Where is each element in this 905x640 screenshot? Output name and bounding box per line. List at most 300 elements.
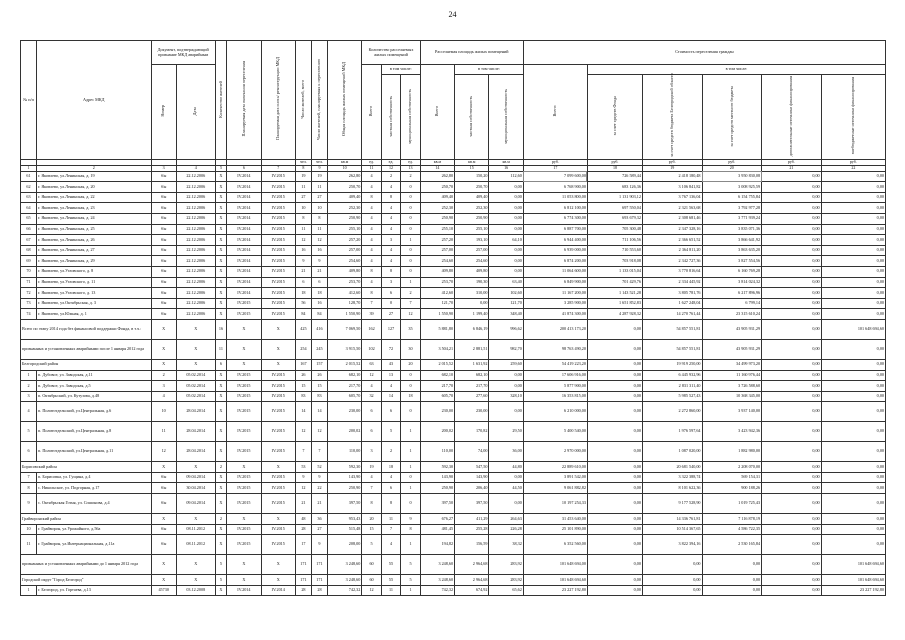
address-cell: с. Никольское, ул. Подгорная, д.17 xyxy=(37,483,152,494)
table-cell: 54 419 223,20 xyxy=(523,359,587,370)
table-cell: X xyxy=(151,555,176,575)
table-cell: 0,00 xyxy=(587,359,642,370)
table-cell: 102 xyxy=(362,339,381,359)
table-cell: 412,60 xyxy=(327,288,361,299)
unit-cell: кв.м xyxy=(455,159,489,165)
table-cell: 1 xyxy=(401,483,420,494)
table-cell: IV.2014 xyxy=(227,585,261,596)
table-cell: IV.2015 xyxy=(227,309,261,320)
table-cell: 0,00 xyxy=(821,422,885,442)
table-cell: 7 xyxy=(401,298,420,309)
table-cell: 3 767 136,04 xyxy=(642,192,702,203)
table-cell: 250,70 xyxy=(327,182,361,193)
table-cell: 128,70 xyxy=(327,298,361,309)
table-cell: 742,32 xyxy=(420,585,454,596)
table-cell: 19 xyxy=(362,462,381,473)
table-cell: 257,00 xyxy=(327,245,361,256)
table-cell: 10 514 367,65 xyxy=(642,524,702,535)
table-cell: 6 217 896,96 xyxy=(702,288,762,299)
table-cell: 5 xyxy=(21,422,37,442)
table-cell: 257,00 xyxy=(420,245,454,256)
table-cell: 348,40 xyxy=(489,309,523,320)
table-cell: 2 964,68 xyxy=(455,575,489,586)
table-cell: 55 xyxy=(381,575,400,586)
table-cell: 15 xyxy=(362,524,381,535)
table-cell: 0 xyxy=(401,402,420,422)
table-row xyxy=(21,381,886,392)
table-cell: 605,70 xyxy=(420,391,454,402)
table-cell: 0,00 xyxy=(762,277,822,288)
table-cell: 0,00 xyxy=(821,309,885,320)
column-index-cell: 20 xyxy=(702,165,762,171)
table-cell: IV.2015 xyxy=(261,266,295,277)
column-index-cell: 15 xyxy=(455,165,489,171)
table-cell: 22.12.2006 xyxy=(176,171,215,182)
table-cell: 0,00 xyxy=(489,494,523,514)
table-cell: 1 xyxy=(401,422,420,442)
table-cell: 11 xyxy=(381,585,400,596)
table-cell: 28.04.2014 xyxy=(176,402,215,422)
table-cell: 6 xyxy=(381,288,400,299)
table-cell: 19 919 250,00 xyxy=(642,359,702,370)
table-cell: 23 227 192,80 xyxy=(821,585,885,596)
table-cell: 409,40 xyxy=(420,192,454,203)
table-row xyxy=(21,203,886,214)
table-cell: б/н xyxy=(151,192,176,203)
table-cell: X xyxy=(215,442,226,462)
table-cell: 38,32 xyxy=(489,535,523,555)
table-cell: 72 xyxy=(21,288,37,299)
table-cell: 30 xyxy=(401,339,420,359)
header-cost-incl: в том числе: xyxy=(587,65,885,75)
table-cell: X xyxy=(215,535,226,555)
column-index-cell: 17 xyxy=(523,165,587,171)
table-cell: 6 xyxy=(362,402,381,422)
table-cell: X xyxy=(261,359,295,370)
table-row xyxy=(21,402,886,422)
table-cell: 569 154,31 xyxy=(702,472,762,483)
table-cell: 1 019 725,43 xyxy=(702,494,762,514)
table-cell: 3 xyxy=(381,235,400,246)
table-cell: 252,30 xyxy=(455,203,489,214)
table-cell: IV.2015 xyxy=(261,472,295,483)
address-cell: п. Октябрьский, ул. Кутузова, д.48 xyxy=(37,391,152,402)
table-cell: 63 xyxy=(362,359,381,370)
table-cell: 0 xyxy=(401,224,420,235)
table-cell: 0,00 xyxy=(821,171,885,182)
table-cell: 3 771 939,24 xyxy=(702,213,762,224)
table-cell: 23 315 610,24 xyxy=(702,309,762,320)
table-cell: 9 xyxy=(401,514,420,525)
table-cell: 1 xyxy=(401,585,420,596)
header-address: Адрес МКД xyxy=(37,41,152,160)
table-cell: X xyxy=(227,359,261,370)
table-cell: IV.2014 xyxy=(227,192,261,203)
table-cell: 0,00 xyxy=(587,483,642,494)
table-cell: 1 133 015,04 xyxy=(587,266,642,277)
table-cell: 982,70 xyxy=(489,339,523,359)
table-cell: 0,00 xyxy=(821,402,885,422)
table-cell: 0,00 xyxy=(489,402,523,422)
table-cell: 250,90 xyxy=(420,483,454,494)
table-row xyxy=(21,535,886,555)
table-cell: 84 xyxy=(311,309,327,320)
header-rooms-total: Всего xyxy=(362,65,381,160)
table-cell: 3 248,60 xyxy=(420,555,454,575)
table-cell: IV.2015 xyxy=(261,256,295,267)
table-cell: 0,00 xyxy=(762,442,822,462)
table-cell: 254,60 xyxy=(455,256,489,267)
header-area-group: Расселяемая площадь жилых помещений xyxy=(420,41,523,65)
table-cell: 0,00 xyxy=(762,422,822,442)
table-cell: 4 xyxy=(381,203,400,214)
table-cell: 0,00 xyxy=(489,203,523,214)
table-cell: 11 xyxy=(381,514,400,525)
address-cell: г. Яковлево, ул.Октябрьская, д. 3 xyxy=(37,298,152,309)
table-cell: 0,00 xyxy=(587,575,642,586)
table-cell: 0,00 xyxy=(489,224,523,235)
table-cell: 252,30 xyxy=(327,203,361,214)
table-cell: X xyxy=(151,319,176,339)
table-cell: 17 606 916,00 xyxy=(523,370,587,381)
table-cell: б/н xyxy=(151,288,176,299)
table-cell: 0,00 xyxy=(762,524,822,535)
table-cell: 0,00 xyxy=(587,494,642,514)
table-cell: 84 xyxy=(295,309,311,320)
table-cell: X xyxy=(215,288,226,299)
table-cell: 23 227 192,80 xyxy=(523,585,587,596)
table-cell: 6 939 000,00 xyxy=(523,245,587,256)
table-cell: 0,00 xyxy=(587,391,642,402)
table-cell: 26 xyxy=(311,370,327,381)
table-cell: 53 xyxy=(295,462,311,473)
column-index-cell: 10 xyxy=(327,165,361,171)
table-cell: 9 061 882,82 xyxy=(523,483,587,494)
table-cell: 10 xyxy=(295,203,311,214)
table-cell: 0,00 xyxy=(587,381,642,392)
table-cell: 676,27 xyxy=(420,514,454,525)
header-cost-budget: за счет средств бюджета Белгородской области xyxy=(642,75,702,160)
table-cell: IV.2014 xyxy=(227,171,261,182)
table-cell: 0,00 xyxy=(762,514,822,525)
table-cell: 6 849 900,00 xyxy=(523,277,587,288)
table-cell: 2 xyxy=(151,370,176,381)
table-cell: 6 154 755,84 xyxy=(702,192,762,203)
table-cell: 157 xyxy=(311,359,327,370)
table-cell: 5 877 900,00 xyxy=(523,381,587,392)
table-cell: б/н xyxy=(151,171,176,182)
table-header xyxy=(21,41,886,172)
table-cell: IV.2014 xyxy=(227,224,261,235)
table-cell: 22.12.2006 xyxy=(176,288,215,299)
table-cell: 2 964,68 xyxy=(455,555,489,575)
table-cell: 60 xyxy=(362,555,381,575)
table-cell: 0,00 xyxy=(821,213,885,224)
table-cell: 0,00 xyxy=(642,555,702,575)
table-cell: 22.12.2006 xyxy=(176,309,215,320)
table-cell: 0,00 xyxy=(642,585,702,596)
table-cell: 1 xyxy=(401,235,420,246)
table-cell: 09.04.2014 xyxy=(176,472,215,483)
table-cell: IV.2015 xyxy=(261,213,295,224)
table-cell: 253,70 xyxy=(327,277,361,288)
table-row xyxy=(21,442,886,462)
table-cell: 35 xyxy=(401,319,420,339)
table-cell: X xyxy=(151,359,176,370)
table-cell: 1 xyxy=(21,585,37,596)
address-cell: г. Яковлево, ул.Ленинская, д. 20 xyxy=(37,182,152,193)
table-cell: 69 xyxy=(21,256,37,267)
table-cell: 22 889 610,00 xyxy=(523,462,587,473)
column-index-cell: 2 xyxy=(37,165,152,171)
table-cell: 0,00 xyxy=(821,524,885,535)
table-cell: 143,90 xyxy=(327,472,361,483)
table-cell: IV.2015 xyxy=(227,442,261,462)
table-cell: 0,00 xyxy=(587,472,642,483)
table-cell: 101 648 694,60 xyxy=(821,555,885,575)
table-cell: IV.2015 xyxy=(261,298,295,309)
table-cell: 63,40 xyxy=(489,277,523,288)
table-cell: X xyxy=(176,514,215,525)
address-cell: п. Политотдельский, ул.Центральная, д.8 xyxy=(37,422,152,442)
table-cell: 101 648 694,60 xyxy=(821,319,885,339)
table-cell: 230,00 xyxy=(420,402,454,422)
table-cell: 0 xyxy=(401,266,420,277)
table-cell: 0,00 xyxy=(762,171,822,182)
table-cell: 16 xyxy=(311,298,327,309)
table-cell: 0,00 xyxy=(489,182,523,193)
table-cell: 0 xyxy=(401,213,420,224)
table-cell: 6 210 000,00 xyxy=(523,402,587,422)
table-cell: 101 648 694,60 xyxy=(821,575,885,586)
table-row xyxy=(21,391,886,402)
unit-cell: ед. xyxy=(401,159,420,165)
table-cell: 0,00 xyxy=(821,370,885,381)
table-cell: X xyxy=(215,171,226,182)
table-cell: 65 xyxy=(21,213,37,224)
table-cell: 2 366 651,52 xyxy=(642,235,702,246)
table-cell: 9 xyxy=(295,472,311,483)
table-cell: 411,29 xyxy=(455,514,489,525)
table-row xyxy=(21,224,886,235)
table-cell: 726 589,44 xyxy=(587,171,642,182)
table-cell: 64,10 xyxy=(489,235,523,246)
table-cell: 11 xyxy=(311,224,327,235)
group-row xyxy=(21,575,886,586)
table-cell: 2 xyxy=(401,171,420,182)
table-cell: 0,00 xyxy=(587,339,642,359)
resettlement-table xyxy=(20,40,886,596)
table-cell: 27 xyxy=(311,524,327,535)
table-cell: X xyxy=(261,339,295,359)
table-cell: 18 xyxy=(401,391,420,402)
table-cell: 547,50 xyxy=(455,462,489,473)
table-row xyxy=(21,524,886,535)
table-cell: 7 069,50 xyxy=(327,319,361,339)
table-cell: IV.2015 xyxy=(261,203,295,214)
table-cell: 683 126,36 xyxy=(587,182,642,193)
table-cell: 28 xyxy=(295,524,311,535)
table-cell: 3 504,21 xyxy=(420,339,454,359)
header-cost-total: Всего: xyxy=(523,65,587,160)
table-cell: 29,50 xyxy=(489,422,523,442)
table-row xyxy=(21,288,886,299)
table-cell: 8 xyxy=(362,288,381,299)
table-cell: X xyxy=(215,585,226,596)
table-cell: 14 336 761,81 xyxy=(642,514,702,525)
table-cell: 7 xyxy=(295,442,311,462)
table-cell: 0,00 xyxy=(821,462,885,473)
summary-label: признанных и установленных аварийными после 1 января 2012 года xyxy=(21,339,152,359)
table-cell: 0 xyxy=(401,494,420,514)
table-cell: 310,00 xyxy=(455,288,489,299)
table-cell: 10 xyxy=(311,203,327,214)
unit-cell: кв.м xyxy=(489,159,523,165)
table-cell: IV.2015 xyxy=(261,422,295,442)
column-index-cell: 19 xyxy=(642,165,702,171)
table-cell: 3 827 554,56 xyxy=(702,256,762,267)
header-residents: Количество жителей xyxy=(215,41,226,160)
table-cell: X xyxy=(176,359,215,370)
table-cell: 2 364 811,20 xyxy=(642,245,702,256)
table-cell: X xyxy=(227,319,261,339)
summary-row xyxy=(21,339,886,359)
table-row xyxy=(21,182,886,193)
table-cell: 283,92 xyxy=(489,555,523,575)
table-cell: 1 xyxy=(401,535,420,555)
table-cell: 10 xyxy=(151,402,176,422)
table-cell: 22.12.2006 xyxy=(176,266,215,277)
table-cell: 6 812 100,00 xyxy=(523,203,587,214)
table-cell: 0,00 xyxy=(702,575,762,586)
table-row xyxy=(21,192,886,203)
table-cell: 253,70 xyxy=(420,277,454,288)
table-cell: 0,00 xyxy=(821,182,885,193)
table-cell: IV.2015 xyxy=(261,192,295,203)
table-cell: IV.2015 xyxy=(227,472,261,483)
table-cell: X xyxy=(227,555,261,575)
table-cell: 18 xyxy=(381,462,400,473)
table-cell: X xyxy=(227,514,261,525)
table-cell: 710 553,60 xyxy=(587,245,642,256)
table-cell: 8 xyxy=(295,213,311,224)
group-label: Грайворонский район xyxy=(21,514,152,525)
table-cell: 0 xyxy=(401,472,420,483)
table-cell: 4 xyxy=(381,256,400,267)
table-cell: 8 xyxy=(401,524,420,535)
table-cell: 7 xyxy=(381,524,400,535)
table-cell: 0,00 xyxy=(821,442,885,462)
table-cell: 0,00 xyxy=(587,422,642,442)
table-cell: 4 xyxy=(362,213,381,224)
header-doc-group: Документ, подтверждающий признание МКД аварийным xyxy=(151,41,215,65)
table-cell: 6 846,19 xyxy=(455,319,489,339)
table-cell: 1 976 597,64 xyxy=(642,422,702,442)
table-cell: 0,00 xyxy=(821,535,885,555)
table-cell: 0,00 xyxy=(762,462,822,473)
table-cell: б/н xyxy=(151,309,176,320)
table-cell: X xyxy=(227,339,261,359)
table-cell: 4 xyxy=(21,402,37,422)
table-cell: 3 891 542,00 xyxy=(523,472,587,483)
table-cell: 6 xyxy=(362,422,381,442)
column-index-cell: 4 xyxy=(176,165,215,171)
table-cell: 30.04.2014 xyxy=(176,483,215,494)
table-cell: X xyxy=(215,391,226,402)
table-cell: 112,60 xyxy=(489,171,523,182)
table-cell: 6 874 200,00 xyxy=(523,256,587,267)
summary-label: Всего по этапу 2014 года без финансовой поддержки Фонда, в т.ч.: xyxy=(21,319,152,339)
table-cell: X xyxy=(151,514,176,525)
table-cell: 41 874 300,00 xyxy=(523,309,587,320)
table-cell: IV.2014 xyxy=(227,235,261,246)
table-cell: 0,00 xyxy=(821,359,885,370)
table-cell: IV.2015 xyxy=(261,277,295,288)
table-cell: X xyxy=(176,339,215,359)
table-cell: 409,40 xyxy=(455,192,489,203)
table-cell: X xyxy=(215,472,226,483)
table-cell: 4 xyxy=(362,203,381,214)
table-cell: 12 xyxy=(401,309,420,320)
table-cell: 2 831 311,40 xyxy=(642,381,702,392)
table-cell: X xyxy=(215,309,226,320)
table-cell: X xyxy=(227,575,261,586)
table-cell: 0,00 xyxy=(762,391,822,402)
table-cell: 0,00 xyxy=(821,339,885,359)
table-cell: 1 199,40 xyxy=(455,309,489,320)
table-row xyxy=(21,277,886,288)
table-cell: 0,00 xyxy=(821,256,885,267)
table-cell: 2 970 000,00 xyxy=(523,442,587,462)
table-cell: 4 xyxy=(362,381,381,392)
table-cell: 22.12.2006 xyxy=(176,192,215,203)
table-cell: 5 xyxy=(215,555,226,575)
table-cell: 2 308 681,46 xyxy=(642,213,702,224)
table-cell: 0,00 xyxy=(762,472,822,483)
table-cell: 22.12.2006 xyxy=(176,182,215,193)
table-cell: 21 xyxy=(311,494,327,514)
table-cell: 2 342 727,36 xyxy=(642,256,702,267)
table-cell: 2 208 070,00 xyxy=(702,462,762,473)
table-cell: 264,63 xyxy=(489,514,523,525)
table-cell: 262,80 xyxy=(327,171,361,182)
table-cell: 34 499 973,20 xyxy=(702,359,762,370)
table-cell: 0,00 xyxy=(762,182,822,193)
address-cell: п. Дубовое, ул. Заводская, д.5 xyxy=(37,381,152,392)
table-cell: 0,00 xyxy=(821,391,885,402)
table-cell: 43 905 931,29 xyxy=(702,339,762,359)
table-cell: 0,00 xyxy=(762,235,822,246)
table-cell: 3 xyxy=(381,277,400,288)
table-cell: 1 xyxy=(401,462,420,473)
table-cell: 0,00 xyxy=(489,245,523,256)
table-cell: 14 270 761,44 xyxy=(642,309,702,320)
table-cell: 250,90 xyxy=(327,213,361,224)
table-cell: 8 xyxy=(362,192,381,203)
table-cell: 4 xyxy=(381,535,400,555)
table-cell: 6 xyxy=(381,483,400,494)
table-cell: 6 xyxy=(381,402,400,422)
table-cell: 230,00 xyxy=(327,402,361,422)
unit-cell: руб. xyxy=(762,159,822,165)
table-cell: X xyxy=(151,462,176,473)
table-row xyxy=(21,256,886,267)
table-cell: 0,00 xyxy=(587,462,642,473)
address-cell: п. Борисовка, ул. Гущина, д.4 xyxy=(37,472,152,483)
table-cell: 0,00 xyxy=(762,585,822,596)
table-cell: 4 xyxy=(381,245,400,256)
table-cell: 255,10 xyxy=(327,224,361,235)
